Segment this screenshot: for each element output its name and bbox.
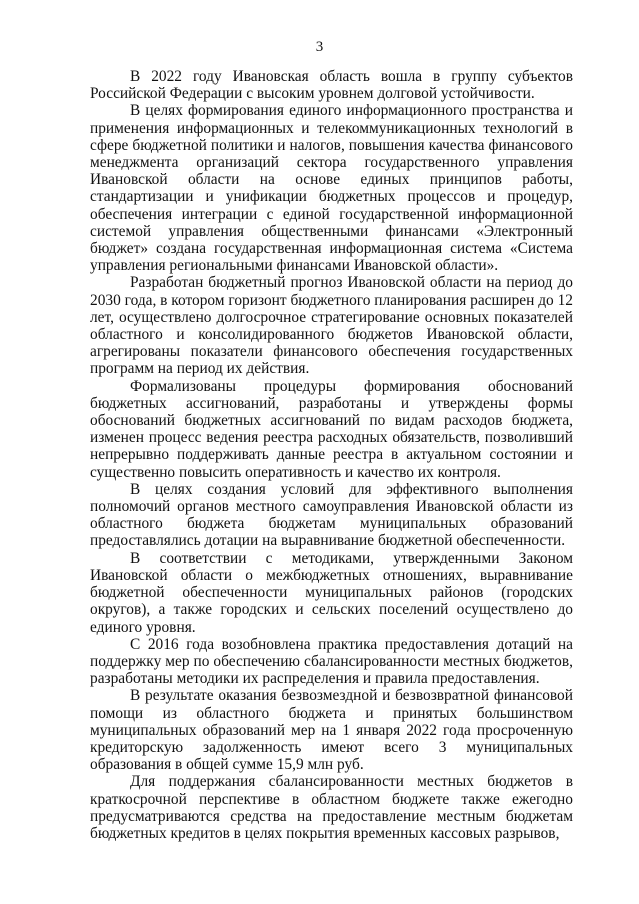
paragraph-budget-allocations: Формализованы процедуры формирования обоснований бюджетных ассигнований, разработаны и утверждены формы обоснований бюджетных ассигнований по видам расходов бюджета, изменен процесс ведения реестра расходных обязательств, позволивший непрерывно поддерживать данные реестра в актуальном состоянии и существенно повысить оперативность и качество их контроля. [90, 377, 573, 481]
paragraph-balance-support: С 2016 года возобновлена практика предоставления дотаций на поддержку мер по обеспечению сбалансированности местных бюджетов, разработаны методики их распределения и правила предоставления. [90, 635, 573, 688]
paragraph-debt-sustainability: В 2022 году Ивановская область вошла в группу субъектов Российской Федерации с высоким уровнем долговой устойчивости. [90, 68, 573, 103]
paragraph-overdue-debt: В результате оказания безвозмездной и безвозвратной финансовой помощи из областного бюджета и принятых большинством муниципальных образований мер на 1 января 2022 года просроченную кредиторскую задолженность имеют всего 3 муниципальных образования в общей сумме 15,9 млн руб. [90, 687, 573, 774]
paragraph-budget-forecast: Разработан бюджетный прогноз Ивановской области на период до 2030 года, в котором горизонт бюджетного планирования расширен до 12 лет, осуществлено долгосрочное стратегирование основных показателей областного и консолидированного бюджетов Ивановской области, агрегированы показатели финансового обеспечения государственных программ на период их действия. [90, 274, 573, 378]
paragraph-information-system: В целях формирования единого информационного пространства и применения информационных и телекоммуникационных технологий в сфере бюджетной политики и налогов, повышения качества финансового менеджмента организаций сектора государственного управления Ивановской области на основе единых принципов работы, стандартизации и унификации бюджетных процессов и процедур, обеспечения интеграции с единой государственной информационной системой управления общественными финансами «Электронный бюджет» создана государственная информационная система «Система управления региональными финансами Ивановской области». [90, 102, 573, 275]
document-body [90, 68, 573, 842]
paragraph-equalization-grants: В целях создания условий для эффективного выполнения полномочий органов местного самоуправления Ивановской области из областного бюджета бюджетам муниципальных образований предоставлялись дотации на выравнивание бюджетной обеспеченности. [90, 480, 573, 550]
paragraph-methodologies: В соответствии с методиками, утвержденными Законом Ивановской области о межбюджетных отношениях, выравнивание бюджетной обеспеченности муниципальных районов (городских округов), а также городских и сельских поселений осуществлено до единого уровня. [90, 549, 573, 636]
paragraph-budget-loans: Для поддержания сбалансированности местных бюджетов в краткосрочной перспективе в областном бюджете также ежегодно предусматриваются средства на предоставление местным бюджетам бюджетных кредитов в целях покрытия временных кассовых разрывов, [90, 773, 573, 842]
page-number: 3 [315, 39, 324, 55]
